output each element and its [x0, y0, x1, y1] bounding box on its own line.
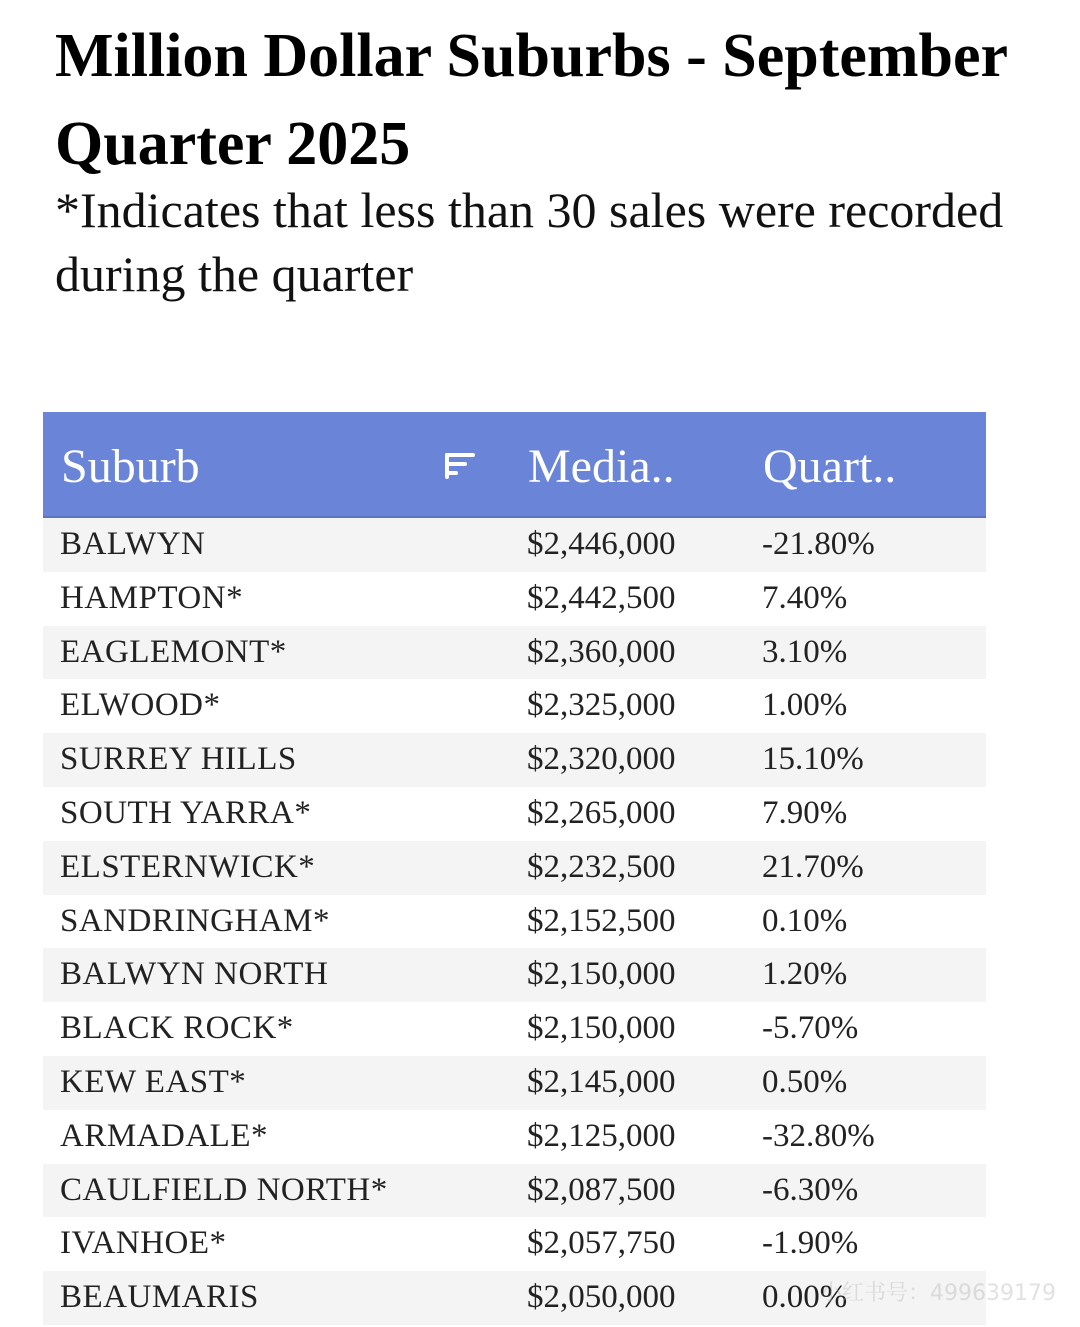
quarterly-change-cell: 7.40%: [762, 579, 848, 616]
table-row[interactable]: [43, 626, 986, 680]
table-header: [43, 412, 986, 518]
suburbs-table: [43, 412, 986, 1325]
quarterly-change-cell: 0.10%: [762, 902, 848, 939]
page-title: Million Dollar Suburbs - September Quarter 2025: [55, 22, 1007, 178]
column-header-suburb[interactable]: Suburb: [61, 440, 200, 493]
median-price-cell: $2,050,000: [527, 1279, 676, 1316]
table-row[interactable]: [43, 787, 986, 841]
quarterly-change-cell: 21.70%: [762, 848, 864, 885]
watermark: 小红书号：499639179: [820, 1281, 1056, 1306]
suburb-cell: BALWYN: [60, 526, 206, 562]
quarterly-change-cell: -1.90%: [762, 1225, 859, 1262]
table-body: [43, 518, 986, 1325]
median-price-cell: $2,442,500: [527, 579, 676, 616]
table-row[interactable]: [43, 948, 986, 1002]
quarterly-change-cell: 1.00%: [762, 687, 848, 724]
quarterly-change-cell: -6.30%: [762, 1171, 859, 1208]
table-row[interactable]: [43, 841, 986, 895]
suburb-cell: BEAUMARIS: [60, 1279, 259, 1316]
table-row[interactable]: [43, 1217, 986, 1271]
suburb-cell: CAULFIELD NORTH*: [60, 1171, 388, 1208]
suburb-cell: BALWYN NORTH: [60, 956, 329, 993]
median-price-cell: $2,150,000: [527, 956, 676, 993]
suburb-cell: HAMPTON*: [60, 579, 244, 616]
suburb-cell: KEW EAST*: [60, 1063, 247, 1100]
table-row[interactable]: [43, 518, 986, 572]
table-row[interactable]: [43, 895, 986, 949]
median-price-cell: $2,152,500: [527, 902, 676, 939]
median-price-cell: $2,087,500: [527, 1171, 676, 1208]
quarterly-change-cell: 15.10%: [762, 741, 864, 778]
quarterly-change-cell: 1.20%: [762, 956, 848, 993]
table-row[interactable]: [43, 572, 986, 626]
median-price-cell: $2,057,750: [527, 1225, 676, 1262]
suburb-cell: ELSTERNWICK*: [60, 848, 316, 885]
quarterly-change-cell: -21.80%: [762, 526, 875, 562]
column-header-median[interactable]: Media..: [528, 440, 675, 493]
table-row[interactable]: [43, 1056, 986, 1110]
median-price-cell: $2,125,000: [527, 1117, 676, 1154]
median-price-cell: $2,320,000: [527, 741, 676, 778]
quarterly-change-cell: 7.90%: [762, 794, 848, 831]
quarterly-change-cell: -32.80%: [762, 1117, 875, 1154]
suburb-cell: ELWOOD*: [60, 687, 221, 724]
median-price-cell: $2,325,000: [527, 687, 676, 724]
suburb-cell: IVANHOE*: [60, 1225, 227, 1262]
page-subtitle: *Indicates that less than 30 sales were recorded during the quarter: [55, 182, 1004, 302]
table-row[interactable]: [43, 1164, 986, 1218]
table-row[interactable]: [43, 679, 986, 733]
suburb-cell: SOUTH YARRA*: [60, 794, 312, 831]
suburb-cell: ARMADALE*: [60, 1117, 268, 1154]
sort-lines-icon[interactable]: [443, 450, 477, 484]
suburb-cell: SURREY HILLS: [60, 741, 297, 778]
median-price-cell: $2,145,000: [527, 1063, 676, 1100]
quarterly-change-cell: 3.10%: [762, 633, 848, 670]
median-price-cell: $2,446,000: [527, 526, 676, 562]
suburb-cell: BLACK ROCK*: [60, 1010, 294, 1047]
column-header-quarterly-change[interactable]: Quart..: [763, 440, 897, 493]
table-row[interactable]: [43, 733, 986, 787]
quarterly-change-cell: 0.50%: [762, 1063, 848, 1100]
suburb-cell: EAGLEMONT*: [60, 633, 287, 670]
quarterly-change-cell: -5.70%: [762, 1010, 859, 1047]
median-price-cell: $2,150,000: [527, 1010, 676, 1047]
median-price-cell: $2,232,500: [527, 848, 676, 885]
table-row[interactable]: [43, 1110, 986, 1164]
quarterly-change-cell: 0.00%: [762, 1279, 848, 1316]
median-price-cell: $2,265,000: [527, 794, 676, 831]
suburb-cell: SANDRINGHAM*: [60, 902, 331, 939]
table-row[interactable]: [43, 1002, 986, 1056]
median-price-cell: $2,360,000: [527, 633, 676, 670]
